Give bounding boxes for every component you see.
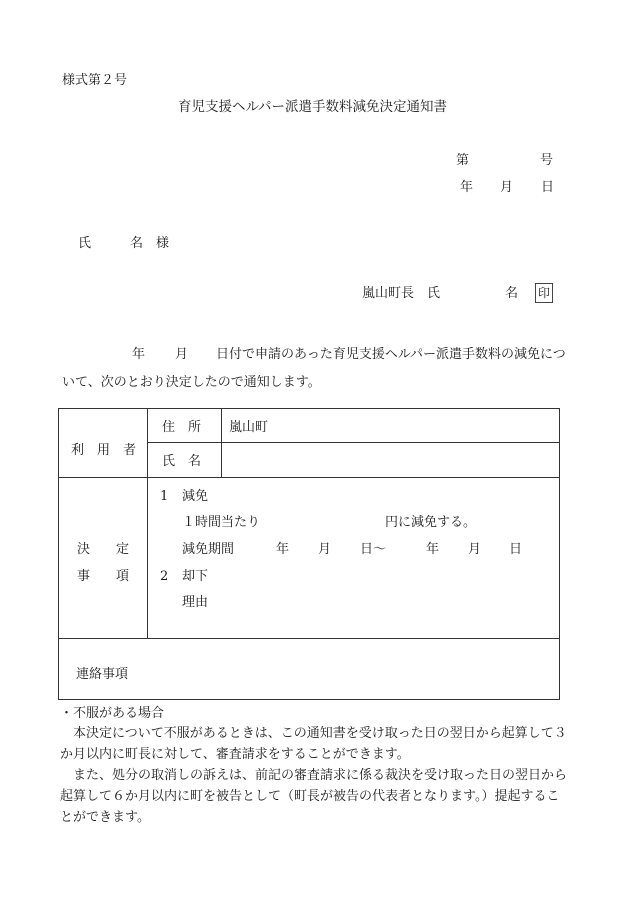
address-label: 住 所 — [162, 420, 202, 435]
seal-box: 印 — [535, 283, 553, 303]
notice-paragraph-1: 本決定について不服があるときは、この通知書を受け取った日の翌日から起算して３か月以内に町長に対して、審査請求をすることができます。 — [60, 726, 567, 762]
notice-paragraph-2: また、処分の取消しの訴えは、前記の審査請求に係る裁決を受け取った日の翌日から起算して６か月以内に町を被告として（町長が被告の代表者となります。）提起することができます。 — [60, 768, 568, 825]
period-month-end: 月 — [468, 542, 482, 557]
notice-heading: ・不服がある場合 — [60, 706, 165, 721]
per-hour-label: １時間当たり — [182, 515, 261, 530]
body-date-year: 年 — [132, 347, 146, 362]
item1-number: 1 — [160, 489, 169, 504]
form-number: 様式第２号 — [62, 73, 128, 88]
decision-table — [58, 408, 560, 700]
reason-label: 理由 — [182, 595, 209, 610]
period-day-end: 日 — [509, 542, 523, 557]
doc-date-year: 年 — [460, 180, 474, 195]
item2-title: 却下 — [182, 569, 209, 584]
reduced-to-text: 円に減免する。 — [385, 515, 477, 530]
period-year-end: 年 — [426, 542, 440, 557]
recipient-line: 氏 名 様 — [78, 236, 170, 251]
period-day-start: 日～ — [360, 542, 387, 557]
doc-date-day: 日 — [541, 180, 555, 195]
document-title: 育児支援ヘルパー派遣手数料減免決定通知書 — [178, 99, 448, 115]
decision-label-2: 事 項 — [77, 569, 130, 584]
doc-number-suffix: 号 — [540, 153, 554, 168]
doc-number-prefix: 第 — [456, 153, 470, 168]
contact-label: 連絡事項 — [76, 667, 129, 682]
body-text: 日付で申請のあった育児支援ヘルパー派遣手数料の減免について、次のとおり決定したので通知します。 — [62, 347, 566, 390]
user-label: 利 用 者 — [71, 443, 137, 458]
item1-title: 減免 — [182, 489, 209, 504]
period-year-start: 年 — [276, 542, 290, 557]
period-month-start: 月 — [318, 542, 332, 557]
period-label: 減免期間 — [182, 542, 235, 557]
item2-number: 2 — [160, 569, 169, 584]
body-paragraph — [62, 341, 568, 397]
name-label: 氏 名 — [162, 454, 202, 469]
body-date-month: 月 — [175, 347, 189, 362]
decision-label-1: 決 定 — [77, 542, 130, 557]
doc-date-month: 月 — [500, 180, 514, 195]
address-value: 嵐山町 — [229, 420, 269, 435]
issuer-line: 嵐山町長 氏 名 — [362, 286, 519, 301]
